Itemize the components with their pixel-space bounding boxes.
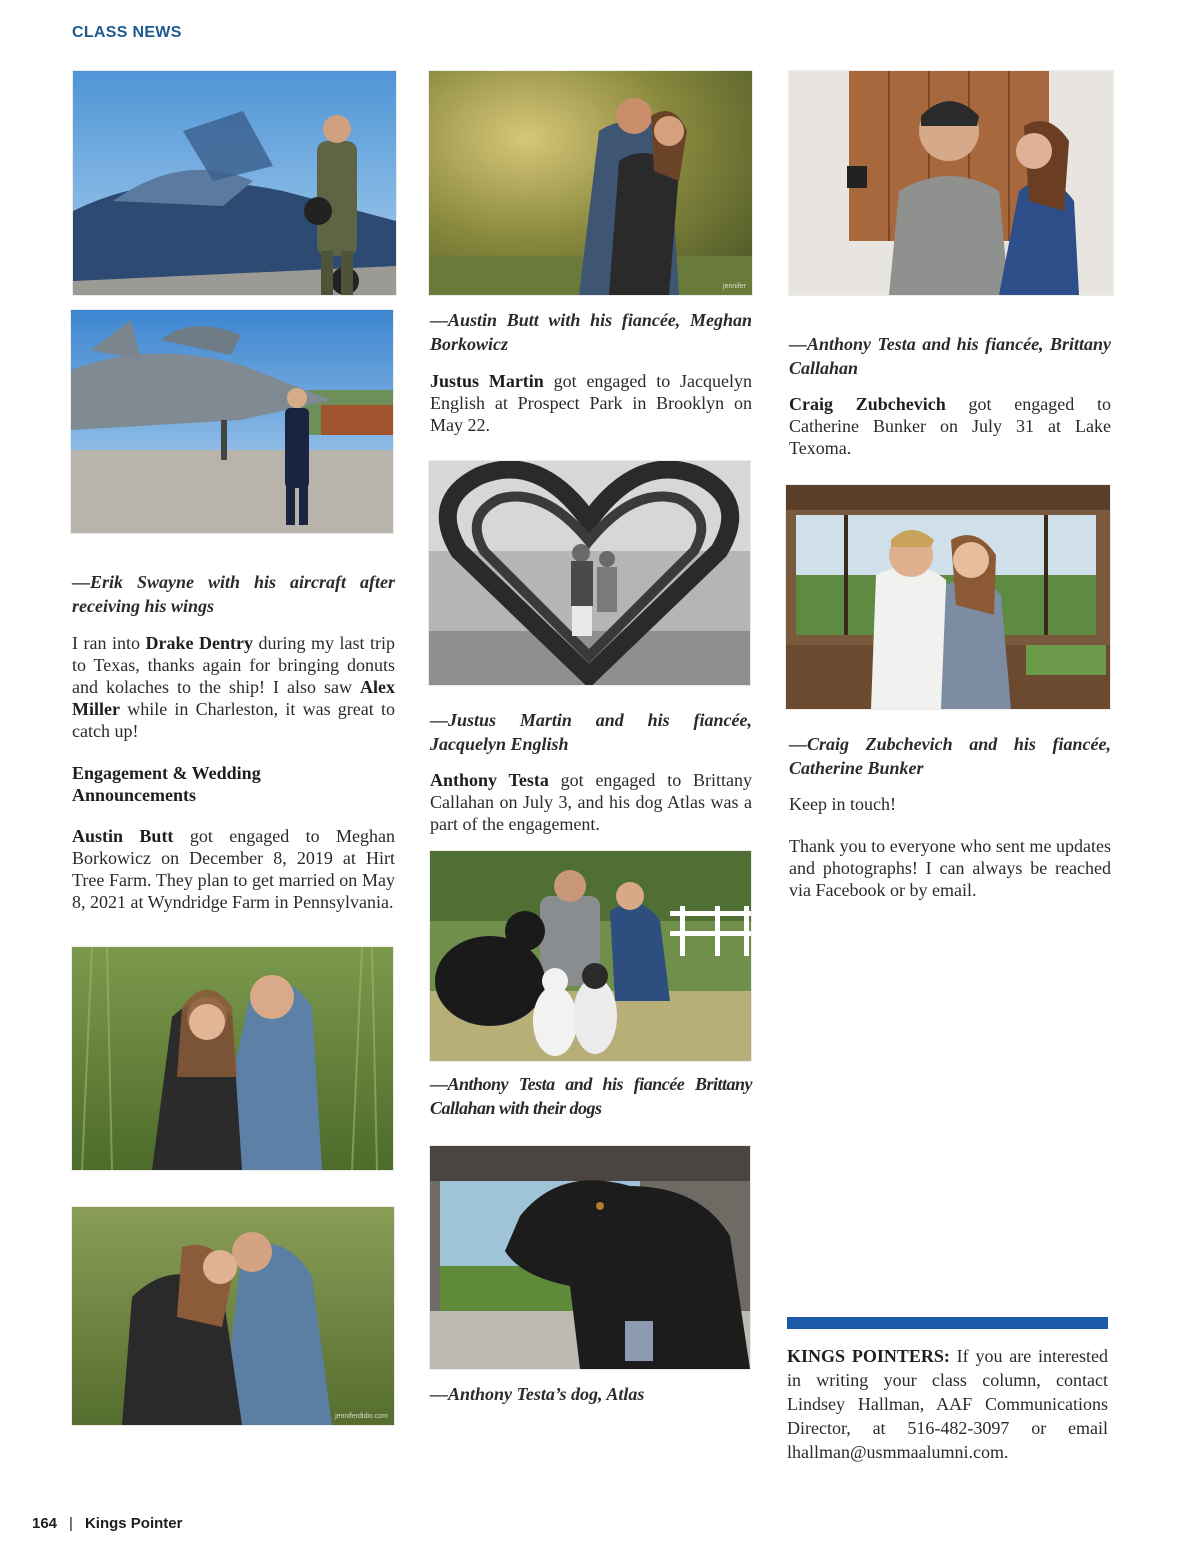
caption-anthony-testa: —Anthony Testa and his fiancée, Brittany Callahan — [789, 334, 1111, 378]
caption-anthony-dogs: —Anthony Testa and his fiancée Brittany Callahan with their dogs — [430, 1074, 752, 1118]
photo-dog-car — [430, 1146, 750, 1369]
photo-couple-grass — [72, 947, 393, 1170]
caption-austin-butt: —Austin Butt with his fiancée, Meghan Borkowicz — [430, 310, 752, 354]
name-alex-miller: Alex Miller — [72, 677, 395, 719]
name-anthony-testa: Anthony Testa — [430, 770, 549, 790]
paragraph-ran-into — [72, 632, 395, 742]
publication-name: Kings Pointer — [84, 1515, 183, 1532]
text-segment: got engaged to Brittany Callahan on July 3, and his dog Atlas was a part of the engagement. — [430, 770, 752, 834]
paragraph-anthony-testa — [430, 769, 752, 835]
name-austin-butt: Austin Butt — [72, 826, 174, 846]
name-craig-zubchevich: Craig Zubchevich — [789, 394, 946, 414]
name-drake-dentry: Drake Dentry — [145, 633, 253, 653]
paragraph-justus-martin — [430, 370, 752, 436]
paragraph-kings-pointers — [787, 1344, 1108, 1464]
photo-couple-door — [789, 71, 1113, 295]
text-segment: If you are interested in writing your class column, contact Lindsey Hallman, AAF Communications Director, at 516-482-3097 or email lhallman@usmmaalumni.com. — [787, 1346, 1108, 1462]
text-segment: got engaged to Catherine Bunker on July 31 at Lake Texoma. — [789, 394, 1111, 458]
paragraph-craig-zubchevich — [789, 393, 1111, 459]
subheading-announcements: Engagement & Wedding Announcements — [72, 763, 261, 805]
photo-pilot-jet — [73, 71, 396, 295]
photo-couple-sunset — [429, 71, 752, 295]
photo-couple-kiss — [72, 1207, 394, 1425]
watermark: jenniferdidio.com — [335, 1413, 388, 1420]
photo-couple-restaurant — [786, 485, 1110, 709]
caption-justus-martin: —Justus Martin and his fiancée, Jacquelyn English — [430, 710, 752, 754]
photo-heart-sculpture — [429, 461, 750, 685]
text-segment: got engaged to Meghan Borkowicz on December 8, 2019 at Hirt Tree Farm. They plan to get married on May 8, 2021 at Wyndridge Farm in Pennsylvania. — [72, 826, 396, 912]
name-justus-martin: Justus Martin — [430, 371, 544, 391]
text-segment: during my last trip to Texas, thanks again for bringing donuts and kolaches to the ship! I also saw — [72, 633, 395, 697]
photo-couple-dogs — [430, 851, 751, 1061]
paragraph-thank-you: Thank you to everyone who sent me updates and photographs! I can always be reached via Facebook or by email. — [789, 836, 1111, 900]
photo-officer-f15 — [71, 310, 393, 533]
page-footer — [32, 1515, 182, 1532]
page-number: 164 — [32, 1515, 58, 1532]
footer-separator: | — [69, 1515, 73, 1532]
divider-bar — [787, 1317, 1108, 1329]
text-segment: I ran into — [72, 633, 146, 653]
paragraph-austin-butt — [72, 825, 395, 913]
caption-atlas: —Anthony Testa’s dog, Atlas — [430, 1384, 645, 1404]
caption-erik-swayne: —Erik Swayne with his aircraft after receiving his wings — [72, 572, 395, 616]
label-kings-pointers: KINGS POINTERS: — [787, 1346, 950, 1366]
section-header: CLASS NEWS — [72, 24, 182, 41]
text-segment: got engaged to Jacquelyn English at Prospect Park in Brooklyn on May 22. — [430, 371, 752, 435]
paragraph-keep-in-touch: Keep in touch! — [789, 794, 896, 814]
watermark: jennifer — [723, 283, 746, 290]
text-segment: while in Charleston, it was great to catch up! — [72, 699, 395, 741]
caption-craig-zubchevich: —Craig Zubchevich and his fiancée, Catherine Bunker — [789, 734, 1111, 778]
